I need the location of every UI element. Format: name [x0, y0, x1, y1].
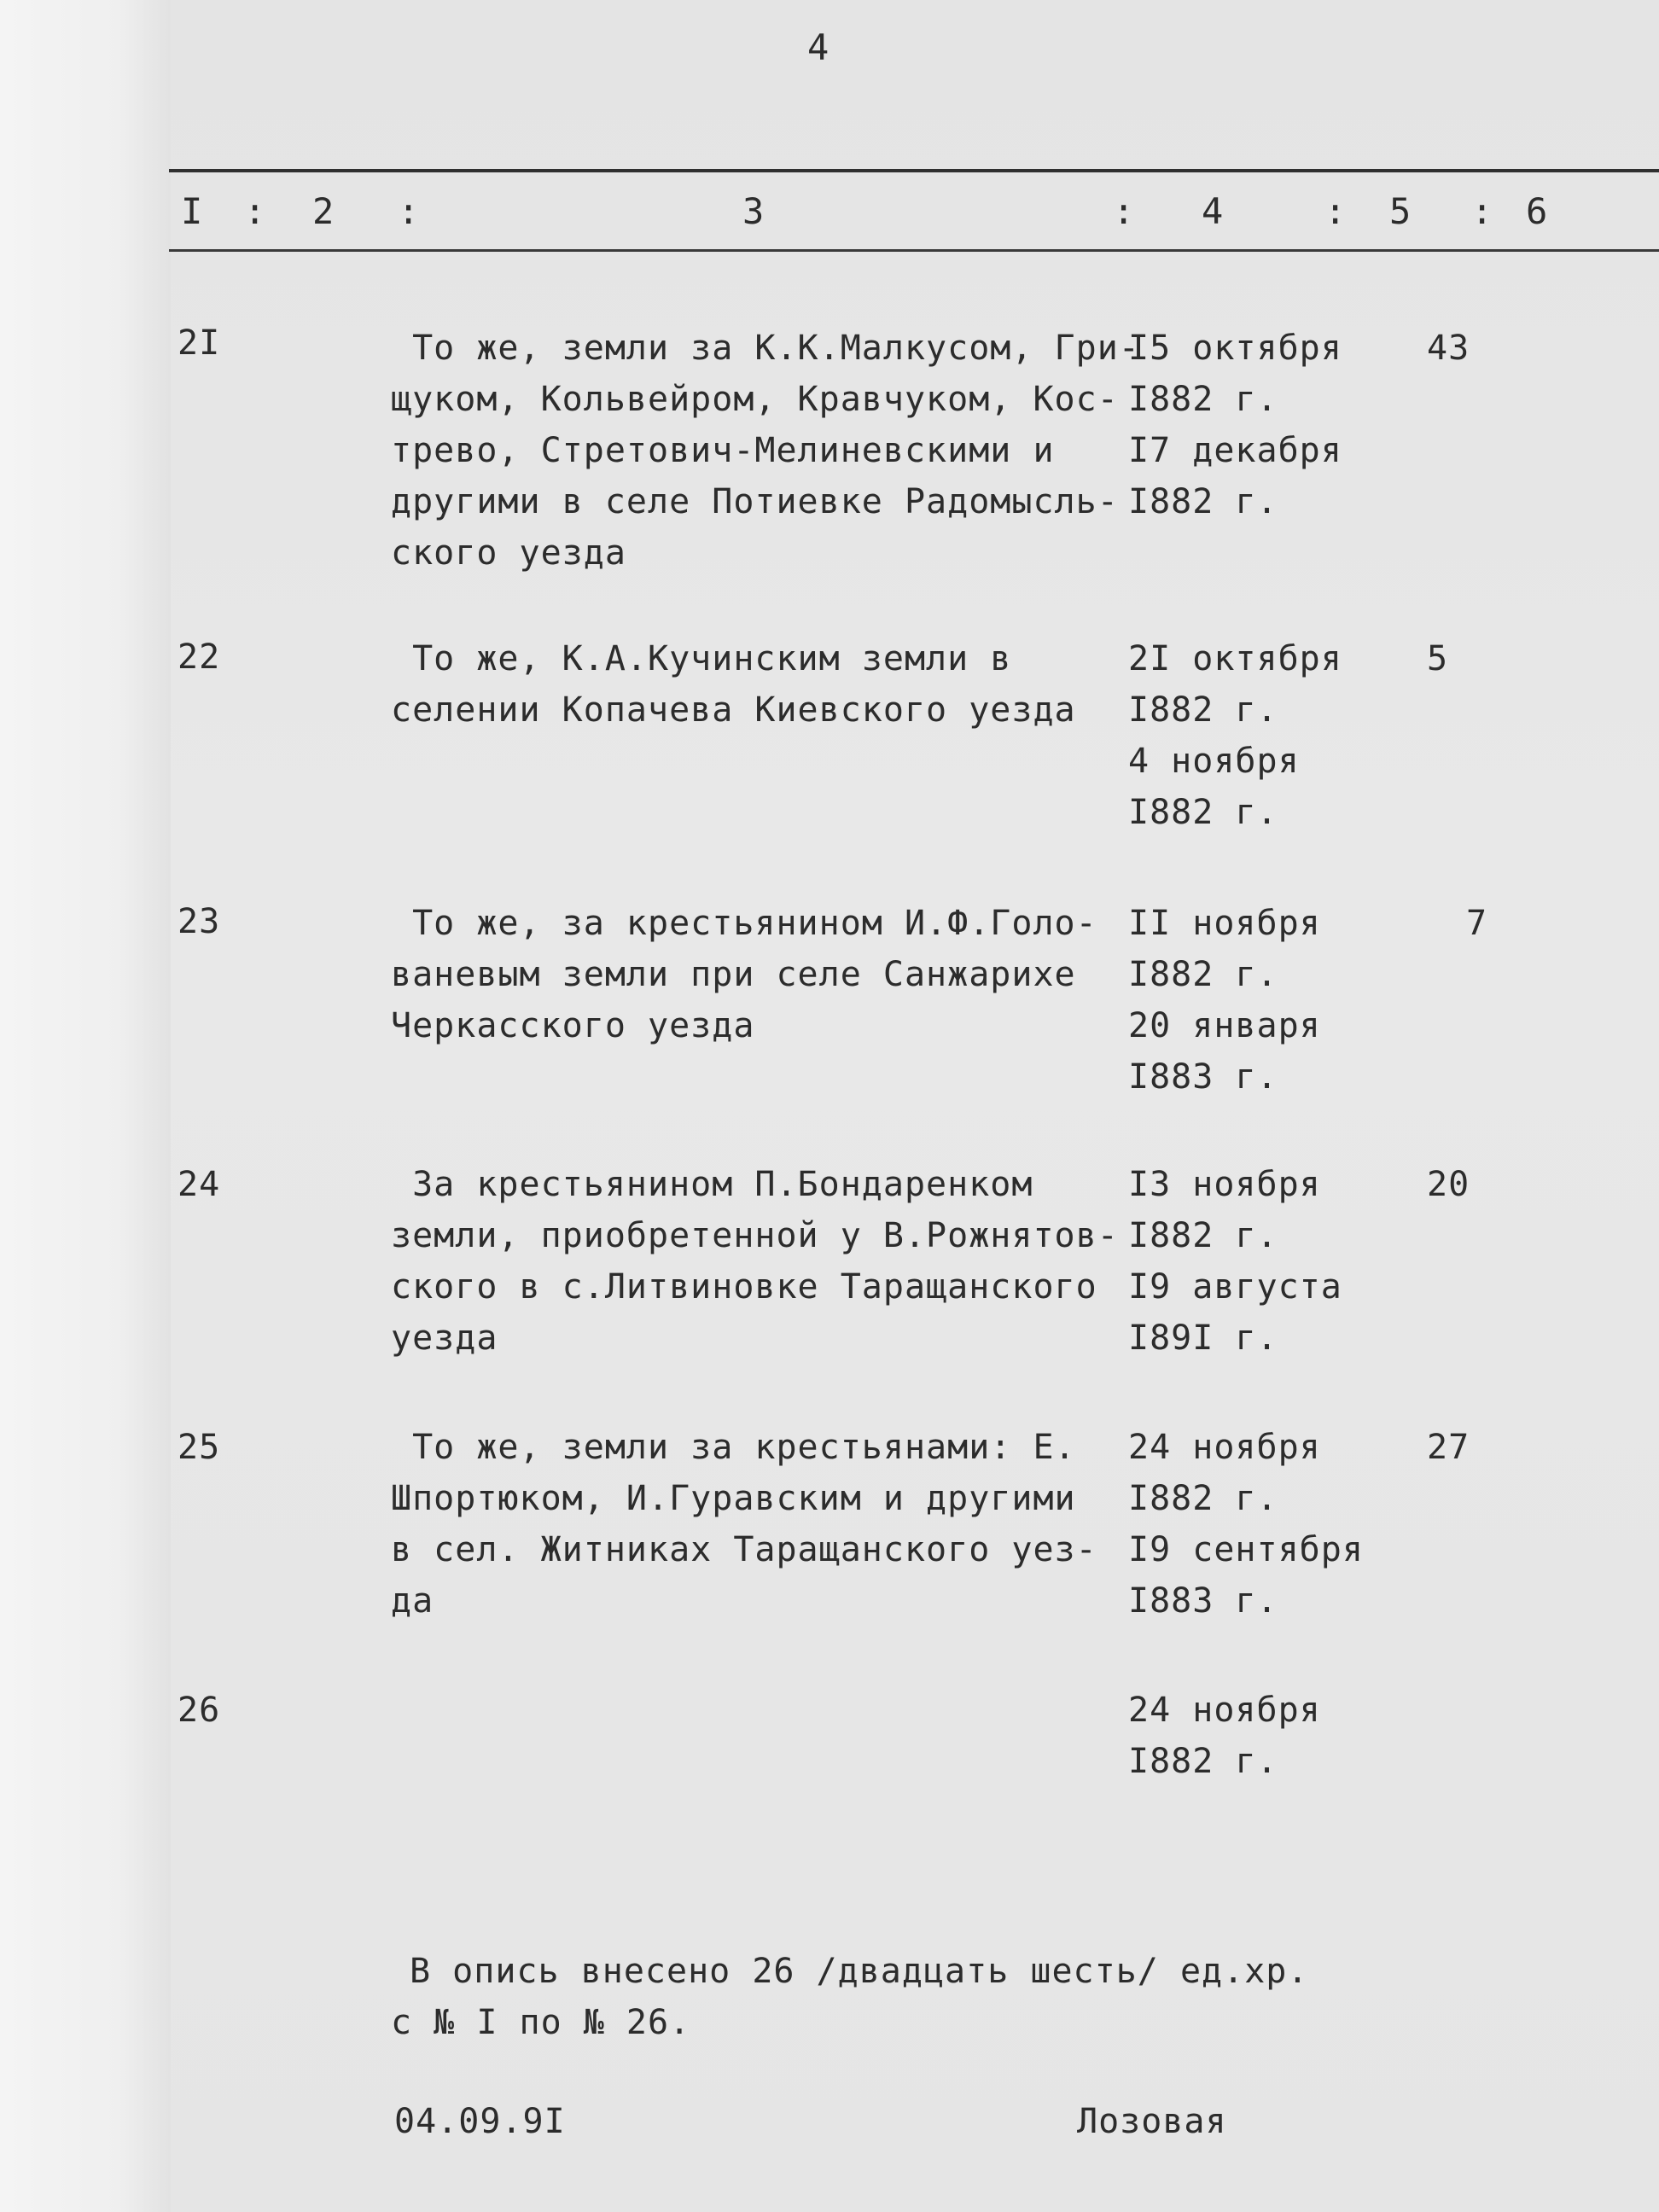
row-number: 23	[178, 902, 221, 941]
header-sep: :	[1471, 190, 1493, 232]
row-description-line: ваневым земли при селе Санжарихе	[391, 955, 1076, 994]
page-number: 4	[807, 26, 830, 68]
row-sheet-count: 5	[1427, 639, 1449, 678]
row-description-line: в сел. Житниках Таращанского уез-	[391, 1530, 1097, 1569]
row-date-line: I5 октября	[1128, 329, 1342, 368]
row-date-line: 2I октября	[1128, 639, 1342, 678]
row-number: 2I	[178, 323, 221, 363]
binding-margin	[0, 0, 173, 2212]
header-col-1: I	[181, 190, 203, 232]
header-col-2: 2	[312, 190, 335, 232]
row-description-line: То же, за крестьянином И.Ф.Голо-	[391, 904, 1097, 943]
row-date-line: I882 г.	[1128, 793, 1278, 832]
row-description-line: Шпортюком, И.Гуравским и другими	[391, 1479, 1076, 1518]
row-description-line: земли, приобретенной у В.Рожнятов-	[391, 1216, 1119, 1255]
row-date-line: I882 г.	[1128, 1479, 1278, 1518]
row-description-line: да	[391, 1581, 434, 1621]
header-sep: :	[244, 190, 266, 232]
row-date-line: II ноября	[1128, 904, 1321, 943]
row-date-line: I883 г.	[1128, 1057, 1278, 1097]
row-date-line: I882 г.	[1128, 1742, 1278, 1781]
row-date-line: I9 августа	[1128, 1267, 1342, 1307]
footer-date: 04.09.9I	[394, 2102, 566, 2141]
row-date-line: 20 января	[1128, 1006, 1321, 1045]
row-date-line: I7 декабря	[1128, 431, 1342, 470]
row-date-line: I883 г.	[1128, 1581, 1278, 1621]
row-date-line: I882 г.	[1128, 482, 1278, 521]
row-description-line: То же, земли за К.К.Малкусом, Гри-	[391, 329, 1140, 368]
row-date-line: I3 ноября	[1128, 1165, 1321, 1204]
row-sheet-count: 43	[1427, 329, 1470, 368]
header-sep: :	[1113, 190, 1135, 232]
row-description-line: уезда	[391, 1318, 498, 1358]
header-col-3: 3	[742, 190, 765, 232]
row-sheet-count: 20	[1427, 1165, 1470, 1204]
closing-note-line: с № I по № 26.	[391, 2003, 691, 2042]
row-description-line: ского в с.Литвиновке Таращанского	[391, 1267, 1097, 1307]
header-col-6: 6	[1526, 190, 1548, 232]
row-description-line: За крестьянином П.Бондаренком	[391, 1165, 1033, 1204]
row-date-line: 24 ноября	[1128, 1691, 1321, 1730]
row-description-line: То же, К.А.Кучинским земли в	[391, 639, 1012, 678]
row-number: 26	[178, 1691, 221, 1730]
row-sheet-count: 7	[1466, 904, 1488, 943]
header-top-rule	[169, 169, 1659, 172]
header-bottom-rule	[169, 249, 1659, 252]
header-sep: :	[398, 190, 420, 232]
row-description-line: щуком, Кольвейром, Кравчуком, Кос-	[391, 380, 1119, 419]
row-description-line: трево, Стретович-Мелиневскими и	[391, 431, 1055, 470]
row-date-line: I882 г.	[1128, 955, 1278, 994]
row-date-line: I882 г.	[1128, 380, 1278, 419]
row-number: 24	[178, 1165, 221, 1204]
row-description-line: То же, земли за крестьянами: Е.	[391, 1428, 1076, 1467]
row-date-line: 24 ноября	[1128, 1428, 1321, 1467]
row-number: 22	[178, 637, 221, 677]
row-sheet-count: 27	[1427, 1428, 1470, 1467]
row-number: 25	[178, 1428, 221, 1467]
closing-note-line: В опись внесено 26 /двадцать шесть/ ед.хр.	[410, 1952, 1309, 1991]
header-col-4: 4	[1202, 190, 1224, 232]
header-sep: :	[1324, 190, 1347, 232]
row-date-line: I89I г.	[1128, 1318, 1278, 1358]
header-col-5: 5	[1389, 190, 1412, 232]
row-description-line: селении Копачева Киевского уезда	[391, 690, 1076, 730]
footer-signature: Лозовая	[1077, 2102, 1227, 2141]
row-description-line: другими в селе Потиевке Радомысль-	[391, 482, 1119, 521]
row-description-line: ского уезда	[391, 533, 626, 573]
row-date-line: I882 г.	[1128, 1216, 1278, 1255]
row-date-line: 4 ноября	[1128, 742, 1300, 781]
row-description-line: Черкасского уезда	[391, 1006, 755, 1045]
row-date-line: I882 г.	[1128, 690, 1278, 730]
row-date-line: I9 сентября	[1128, 1530, 1364, 1569]
